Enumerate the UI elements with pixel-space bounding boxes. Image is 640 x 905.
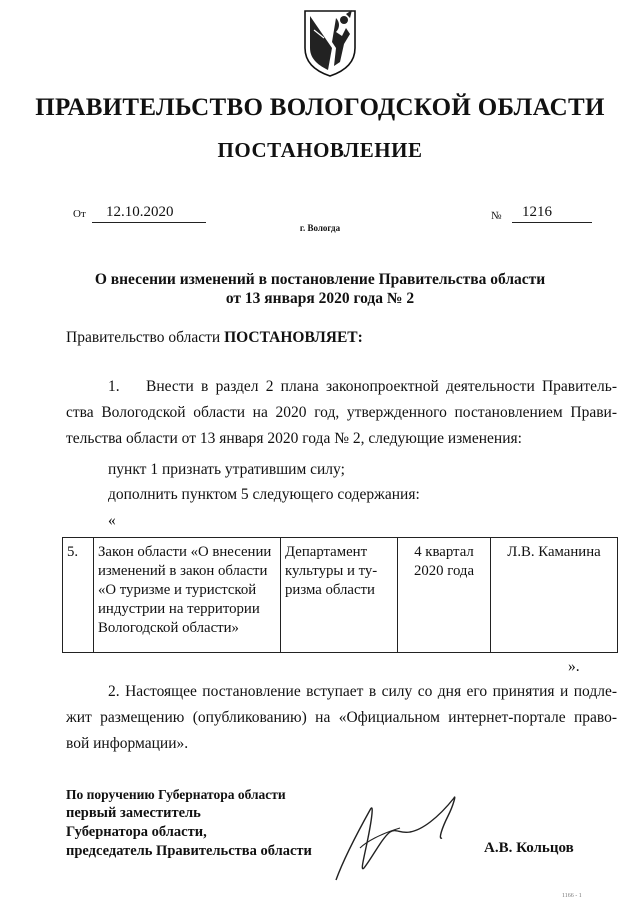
row-number-cell: 5. <box>63 538 94 653</box>
paragraph-2-line-3: вой информации». <box>66 735 189 752</box>
government-title: ПРАВИТЕЛЬСТВО ВОЛОГОДСКОЙ ОБЛАСТИ <box>35 94 605 121</box>
paragraph-1-line-3: тельства области от 13 января 2020 года № 2, следующие изменения: <box>66 430 522 447</box>
signature-line-4: председатель Правительства области <box>66 843 312 859</box>
decree-prefix: Правительство области <box>66 329 225 346</box>
number-value: 1216 <box>522 204 552 220</box>
signer-name: А.В. Кольцов <box>484 840 574 856</box>
signature-block <box>66 786 312 861</box>
document-type-title: ПОСТАНОВЛЕНИЕ <box>217 138 423 162</box>
list-item-1: пункт 1 признать утратившим силу; <box>108 461 345 478</box>
number-label: № <box>491 210 502 222</box>
paragraph-1-number: 1. <box>108 378 120 395</box>
paragraph-2-line-2: жит размещению (опубликованию) на «Официальном интернет-портале право- <box>66 709 617 726</box>
date-label: От <box>73 208 86 220</box>
paragraph-1-line-2: ства Вологодской области на 2020 год, утвержденного постановлением Прави- <box>66 404 617 421</box>
department-cell: Департамент культуры и ту-ризма области <box>281 538 398 653</box>
decree-statement <box>66 327 363 349</box>
responsible-cell: Л.В. Каманина <box>491 538 618 653</box>
signature-line-3: Губернатора области, <box>66 824 207 840</box>
heading-line-2: от 13 января 2020 года № 2 <box>225 290 415 307</box>
list-item-2: дополнить пунктом 5 следующего содержания: <box>108 486 420 503</box>
date-field <box>92 204 206 223</box>
period-cell: 4 квартал 2020 года <box>398 538 491 653</box>
table-row <box>63 538 618 653</box>
number-field <box>512 204 592 223</box>
date-value: 12.10.2020 <box>106 204 174 220</box>
law-name-cell: Закон области «О внесении изменений в закон области «О туризме и туристской индустрии на территории Вологодской области» <box>94 538 281 653</box>
plan-table <box>62 537 618 653</box>
heading-line-1: О внесении изменений в постановление Правительства области <box>94 271 546 288</box>
signature-line-2: первый заместитель <box>66 805 201 821</box>
page-mark: 1166 - 1 <box>562 893 582 899</box>
paragraph-1-line-1: Внести в раздел 2 плана законопроектной деятельности Правитель- <box>146 378 617 395</box>
handwritten-signature <box>330 788 470 888</box>
decree-verb: ПОСТАНОВЛЯЕТ: <box>224 329 363 346</box>
closing-quote: ». <box>568 658 580 675</box>
paragraph-2-line-1: 2. Настоящее постановление вступает в силу со дня его принятия и подле- <box>108 683 617 700</box>
city-name: г. Вологда <box>299 223 341 233</box>
coat-of-arms-emblem <box>302 8 358 78</box>
document-heading <box>0 270 640 308</box>
opening-quote: « <box>108 512 116 529</box>
signature-line-1: По поручению Губернатора области <box>66 787 286 802</box>
